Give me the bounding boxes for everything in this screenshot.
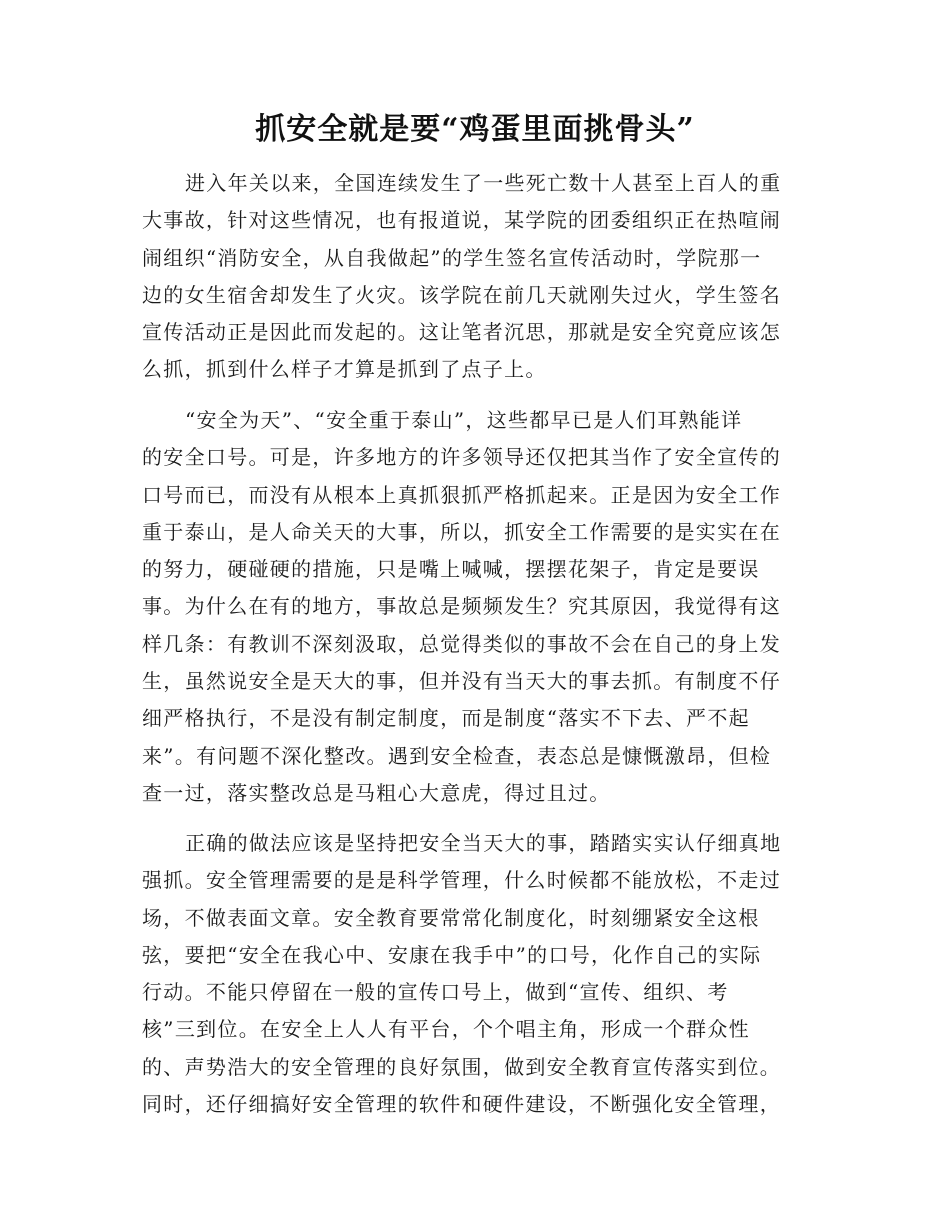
paragraph-line: “安全为天”、“安全重于泰山”，这些都早已是人们耳熟能详: [185, 408, 743, 432]
paragraph-line: 正确的做法应该是坚持把安全当天大的事，踏踏实实认仔细真地: [185, 831, 782, 855]
paragraph-line: 同时，还仔细搞好安全管理的软件和硬件建设，不断强化安全管理，: [142, 1092, 781, 1117]
paragraph-line: 大事故，针对这些情况，也有报道说，某学院的团委组织正在热喧闹: [142, 208, 781, 233]
paragraph-line: 生，虽然说安全是天大的事，但并没有当天大的事去抓。有制度不仔: [142, 669, 781, 694]
paragraph-line: 细严格执行，不是没有制定制度，而是制度“落实不下去、严不起: [142, 706, 750, 731]
paragraph-line: 重于泰山，是人命关天的大事，所以，抓安全工作需要的是实实在在: [142, 519, 781, 544]
paragraph-line: 么抓，抓到什么样子才算是抓到了点子上。: [142, 357, 547, 382]
paragraph-line: 样几条：有教训不深刻汲取，总觉得类似的事故不会在自己的身上发: [142, 631, 781, 656]
paragraph-line: 核”三到位。在安全上人人有平台，个个唱主角，形成一个群众性: [142, 1017, 750, 1042]
paragraph-line: 进入年关以来，全国连续发生了一些死亡数十人甚至上百人的重: [185, 171, 782, 195]
paragraph-line: 查一过，落实整改总是马粗心大意虎，得过且过。: [142, 780, 611, 805]
paragraph-line: 边的女生宿舍却发生了火灾。该学院在前几天就刚失过火，学生签名: [142, 282, 781, 307]
paragraph-3: [142, 825, 794, 1123]
document-title: 抓安全就是要“鸡蛋里面挑骨头”: [255, 112, 695, 147]
paragraph-line: 的、声势浩大的安全管理的良好氛围，做到安全教育宣传落实到位。: [142, 1054, 781, 1079]
paragraph-line: 行动。不能只停留在一般的宣传口号上，做到“宣传、组织、考: [142, 980, 729, 1005]
paragraph-line: 的安全口号。可是，许多地方的许多领导还仅把其当作了安全宣传的: [142, 445, 781, 470]
paragraph-line: 闹组织“消防安全，从自我做起”的学生签名宣传活动时，学院那一: [142, 245, 762, 270]
paragraph-line: 来”。有问题不深化整改。遇到安全检查，表态总是慷慨激昂，但检: [142, 743, 772, 768]
paragraph-2: [142, 402, 794, 812]
paragraph-line: 事。为什么在有的地方，事故总是频频发生？究其原因，我觉得有这: [142, 594, 781, 619]
paragraph-line: 的努力，硬碰硬的措施，只是嘴上喊喊，摆摆花架子，肯定是要误: [142, 557, 760, 582]
paragraph-line: 强抓。安全管理需要的是是科学管理，什么时候都不能放松，不走过: [142, 868, 781, 893]
paragraph-line: 弦，要把“安全在我心中、安康在我手中”的口号，化作自己的实际: [142, 942, 762, 967]
paragraph-1: [142, 165, 794, 389]
paragraph-line: 口号而已，而没有从根本上真抓狠抓严格抓起来。正是因为安全工作: [142, 482, 781, 507]
paragraph-line: 场，不做表面文章。安全教育要常常化制度化，时刻绷紧安全这根: [142, 905, 760, 930]
paragraph-line: 宣传活动正是因此而发起的。这让笔者沉思，那就是安全究竟应该怎: [142, 320, 781, 345]
